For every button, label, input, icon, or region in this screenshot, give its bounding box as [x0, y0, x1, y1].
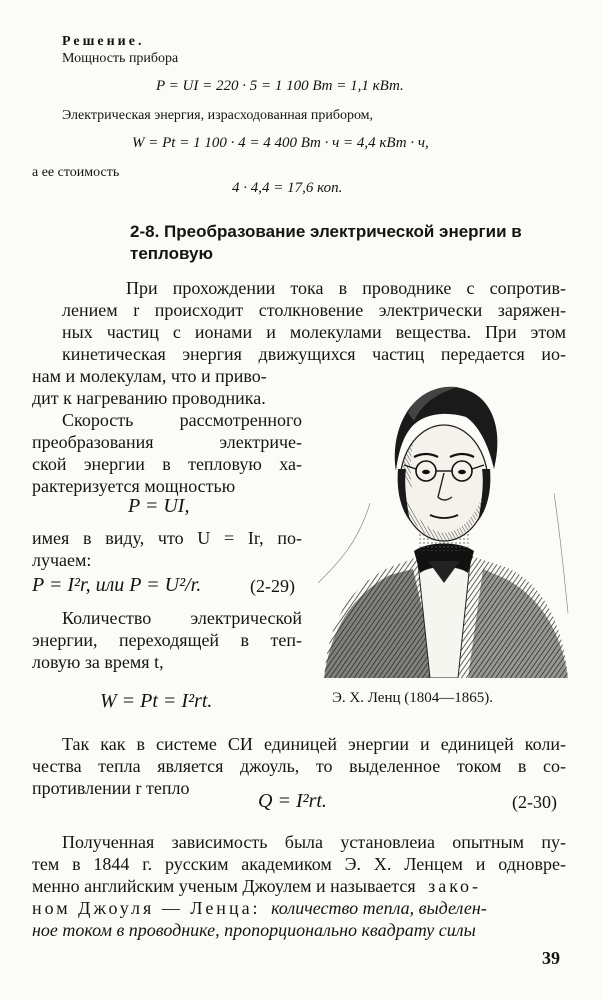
- paragraph-line: ных частиц с ионами и молекулами вещества. При этом: [62, 322, 566, 342]
- paragraph-line: энергии, переходящей в теп-: [32, 630, 302, 650]
- paragraph-line: рактеризуется мощностью: [32, 476, 236, 496]
- paragraph-line: Полученная зависимость была установлеиа опытным пу-: [62, 832, 566, 852]
- equation-energy: W = Pt = I²rt.: [100, 690, 213, 712]
- paragraph-line: менно английским ученым Джоулем и называется зако-: [32, 876, 482, 896]
- paragraph-line: Так как в системе СИ единицей энергии и единицей коли-: [62, 734, 566, 754]
- paragraph-line: Количество электрической: [62, 608, 302, 628]
- power-formula: P = UI = 220 · 5 = 1 100 Вт = 1,1 кВт.: [156, 78, 404, 94]
- paragraph-line: тем в 1844 г. русским академиком Э. Х. Ленцем и одновре-: [32, 854, 566, 874]
- equation-number-2-29: (2-29): [250, 576, 295, 596]
- energy-title: Электрическая энергия, израсходованная прибором,: [62, 108, 374, 123]
- solution-label: Решение.: [62, 34, 145, 49]
- equation-power: P = UI,: [128, 495, 190, 517]
- paragraph-line: нам и молекулам, что и приво-: [32, 366, 267, 386]
- paragraph-line: ловую за время t,: [32, 652, 164, 672]
- paragraph-line: ской энергии в тепловую ха-: [32, 454, 302, 474]
- section-heading-line2: тепловую: [130, 244, 214, 263]
- paragraph-line: имея в виду, что U = Ir, по-: [32, 528, 302, 548]
- paragraph-line: ном Джоуля — Ленца: количество тепла, выделен-: [32, 898, 487, 918]
- equation-2-29: P = I²r, или P = U²/r.: [32, 574, 202, 596]
- paragraph-line: Скорость рассмотренного: [62, 410, 302, 430]
- paragraph-line: лением r происходит столкновение электрически заряжен-: [62, 300, 566, 320]
- equation-heat: Q = I²rt.: [258, 790, 327, 812]
- portrait-lenz-image: [318, 373, 570, 678]
- paragraph-line: противлении r тепло: [32, 778, 190, 798]
- paragraph-line: ное током в проводнике, пропорционально квадрату силы: [32, 920, 476, 940]
- cost-title: а ее стоимость: [32, 165, 120, 180]
- paragraph-line: лучаем:: [32, 550, 92, 570]
- equation-number-2-30: (2-30): [512, 792, 557, 812]
- page-number: 39: [542, 948, 560, 968]
- section-heading-line1: 2-8. Преобразование электрической энергии в: [130, 222, 522, 241]
- portrait-caption: Э. Х. Ленц (1804—1865).: [332, 690, 494, 706]
- energy-formula: W = Pt = 1 100 · 4 = 4 400 Вт · ч = 4,4 кВт · ч,: [132, 135, 429, 151]
- paragraph-line: дит к нагреванию проводника.: [32, 388, 266, 408]
- paragraph-line: При прохождении тока в проводнике с сопротив-: [126, 278, 566, 298]
- paragraph-line: чества тепла является джоуль, то выделенное током в со-: [32, 756, 566, 776]
- paragraph-line: кинетическая энергия движущихся частиц передается ио-: [62, 344, 566, 364]
- cost-formula: 4 · 4,4 = 17,6 коп.: [232, 180, 343, 196]
- paragraph-line: преобразования электриче-: [32, 432, 302, 452]
- power-title: Мощность прибора: [62, 51, 179, 66]
